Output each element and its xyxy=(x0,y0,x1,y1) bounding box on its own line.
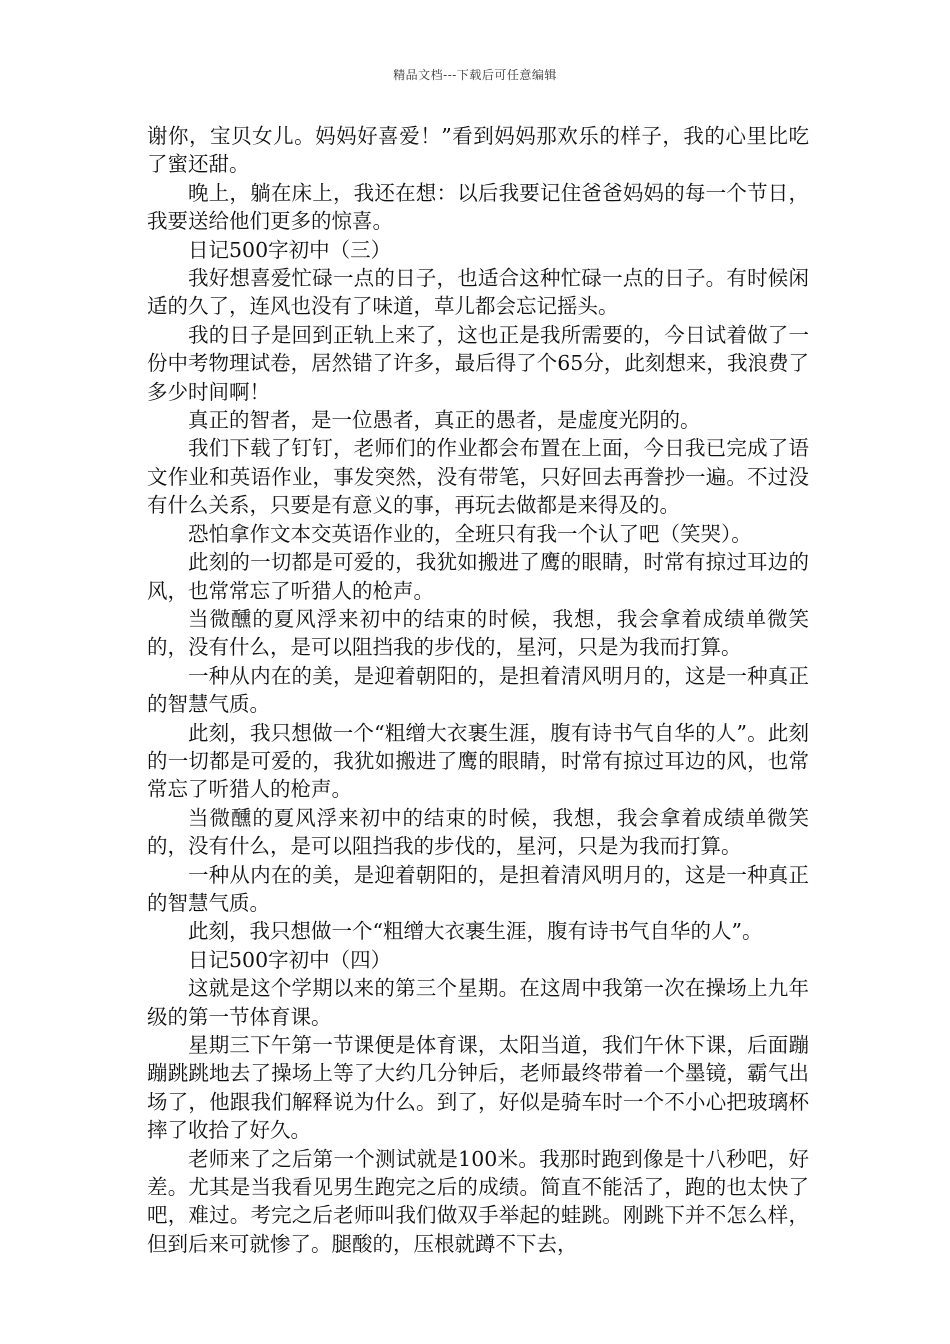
paragraph: 此刻的一切都是可爱的，我犹如搬进了鹰的眼睛，时常有掠过耳边的风，也常常忘了听猎人的枪声。 xyxy=(147,550,809,603)
page-header: 精品文档---下载后可任意编辑 xyxy=(393,68,557,82)
section-heading: 日记500字初中（三） xyxy=(188,237,392,262)
paragraph: 谢你，宝贝女儿。妈妈好喜爱！”看到妈妈那欢乐的样子，我的心里比吃了蜜还甜。 xyxy=(147,124,809,177)
paragraph: 一种从内在的美，是迎着朝阳的，是担着清风明月的，这是一种真正的智慧气质。 xyxy=(147,663,809,717)
paragraph: 恐怕拿作文本交英语作业的，全班只有我一个认了吧（笑哭）。 xyxy=(188,521,752,546)
paragraph: 当微醺的夏风浮来初中的结束的时候，我想，我会拿着成绩单微笑的，没有什么，是可以阻挡我的步伐的，星河，只是为我而打算。 xyxy=(147,805,809,859)
paragraph: 我好想喜爱忙碌一点的日子，也适合这种忙碌一点的日子。有时候闲适的久了，连风也没有了味道，草儿都会忘记摇头。 xyxy=(147,266,809,319)
paragraph: 真正的智者，是一位愚者，真正的愚者，是虚度光阴的。 xyxy=(188,408,701,433)
paragraph: 我的日子是回到正轨上来了，这也正是我所需要的，今日试着做了一份中考物理试卷，居然错了许多，最后得了个65分，此刻想来，我浪费了多少时间啊！ xyxy=(147,322,809,404)
paragraph: 一种从内在的美，是迎着朝阳的，是担着清风明月的，这是一种真正的智慧气质。 xyxy=(147,862,809,915)
paragraph: 此刻，我只想做一个“粗缯大衣裹生涯，腹有诗书气自华的人”。此刻的一切都是可爱的，我犹如搬进了鹰的眼睛，时常有掠过耳边的风，也常常忘了听猎人的枪声。 xyxy=(147,720,809,802)
paragraph: 老师来了之后第一个测试就是100米。我那时跑到像是十八秒吧，好差。尤其是当我看见男生跑完之后的成绩。简直不能活了，跑的也太快了吧，难过。考完之后老师叫我们做双手举起的蛙跳。刚跳下并不怎么样，但到后来可就惨了。腿酸的，压根就蹲不下去， xyxy=(147,1146,809,1256)
document-body xyxy=(147,122,809,1258)
paragraph: 星期三下午第一节课便是体育课，太阳当道，我们午休下课，后面蹦蹦跳跳地去了操场上等了大约几分钟后，老师最终带着一个墨镜，霸气出场了，他跟我们解释说为什么。到了，好似是骑车时一个不小心把玻璃杯摔了收拾了好久。 xyxy=(147,1033,809,1143)
paragraph: 晚上，躺在床上，我还在想：以后我要记住爸爸妈妈的每一个节日，我要送给他们更多的惊喜。 xyxy=(147,180,809,234)
paragraph: 我们下载了钉钉，老师们的作业都会布置在上面，今日我已完成了语文作业和英语作业，事发突然，没有带笔，只好回去再誊抄一遍。不过没有什么关系，只要是有意义的事，再玩去做都是来得及的。 xyxy=(147,436,809,518)
paragraph: 当微醺的夏风浮来初中的结束的时候，我想，我会拿着成绩单微笑的，没有什么，是可以阻挡我的步伐的，星河，只是为我而打算。 xyxy=(147,606,809,660)
section-heading: 日记500字初中（四） xyxy=(188,947,392,972)
paragraph: 这就是这个学期以来的第三个星期。在这周中我第一次在操场上九年级的第一节体育课。 xyxy=(147,976,809,1029)
paragraph: 此刻，我只想做一个“粗缯大衣裹生涯，腹有诗书气自华的人”。 xyxy=(188,919,763,944)
